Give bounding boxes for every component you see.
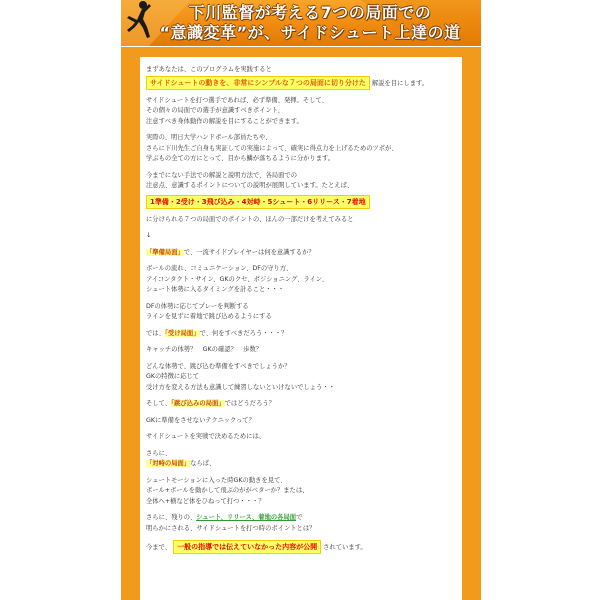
- text-line: ラインを見ずに着地で跳び込めるようにする: [146, 313, 272, 320]
- section-text: されています。: [323, 544, 367, 551]
- confront-line: [146, 459, 458, 470]
- text-line: 今までにない手法での解説と説明方法で、各局面での: [146, 171, 297, 179]
- text-line: ボールの流れ、コミュニケーション、DFの守り方、: [146, 265, 293, 272]
- section-receive: [146, 329, 458, 340]
- paragraph-6: [146, 264, 458, 296]
- article-body: [146, 65, 458, 560]
- text-line: さらに、: [146, 449, 172, 457]
- section-text: ならば、: [190, 460, 216, 467]
- highlight-phase-list: 1準備・2受け・3飛び込み・4対峙・5シュート・6リリース・7着地: [146, 195, 370, 209]
- paragraph-8: [146, 345, 458, 356]
- text-line: 注意点、意識するポイントについての説明が展開しています。たとえば、: [146, 182, 354, 189]
- text-line: 学ぶもの全ての方にとって、目から鱗が落ちるように分かります。: [146, 155, 335, 162]
- text-line: どんな体勢で、跳び込む準備をすべきでしょうか？: [146, 362, 291, 370]
- content-panel: [140, 57, 462, 600]
- section-text: で、何をすべきだろう・・・？: [199, 329, 288, 337]
- section-jump: [146, 399, 458, 410]
- content-frame: [121, 47, 481, 600]
- paragraph-10: [146, 416, 458, 427]
- section-text: では、: [146, 329, 165, 337]
- text-line: キャッチの体勢？ GKの確認？ 歩数？: [146, 346, 263, 353]
- paragraph-11: [146, 432, 458, 443]
- text-line: ボール+ボールを動かして飛ぶのががベターか？または、: [146, 487, 309, 494]
- title-line-1: 下川監督が考える7つの局面での: [188, 3, 432, 22]
- text-line: その個々の局面での選手が意識すべきポイント、: [146, 107, 284, 114]
- page-title: [143, 3, 477, 43]
- label-jump-phase: 「跳び込みの局面」: [171, 400, 225, 407]
- title-line-2: “意識変革”が、サイドシュート上達の道: [159, 23, 461, 42]
- text-line: シュートモーションに入った時GKの動きを見て、: [146, 476, 287, 484]
- paragraph-4: [146, 171, 458, 209]
- label-remaining-phases: シュート、リリース、着地の各局面: [196, 514, 297, 521]
- down-arrow-icon: ↓: [146, 232, 152, 239]
- paragraph-2: [146, 96, 458, 128]
- paragraph-3: [146, 133, 458, 165]
- text-line: 全体へ+横など体をひねって打つ・・・？: [146, 497, 265, 505]
- text-line: 注意すべき身体動作の解説を目にすることができます。: [146, 117, 303, 125]
- remaining-phases-line: [146, 513, 458, 524]
- highlight-suffix: 解説を目にします。: [371, 79, 429, 87]
- text-line: に分けられる７つの局面でのポイントの、ほんの一部だけを考えてみると: [146, 215, 354, 223]
- paragraph-13: [146, 476, 458, 508]
- text-line: GKに準備をさせないテクニックって？: [146, 416, 255, 424]
- header-banner: [121, 0, 481, 46]
- text-line: GKの特徴に応じて: [146, 373, 200, 380]
- label-confront-phase: 「対峙の局面」: [146, 460, 191, 467]
- section-text: 今まで、: [146, 544, 172, 551]
- text-line: アイコンタクト・サイン、GKのクセ、ポジショニング、ライン、: [146, 275, 328, 283]
- text-line: DFの体勢に応じてプレーを判断する: [146, 302, 249, 310]
- text-line: さらに下川先生ご自身も実証しての実施によって、確実に得点力を上げるためのツボが、: [146, 144, 398, 152]
- paragraph-16: [146, 540, 458, 554]
- intro-highlight-line: [146, 76, 458, 90]
- intro-text: まずあなたは、このプログラムを実践すると: [146, 66, 272, 73]
- highlight-unpublished-content: 一般の指導では伝えていなかった内容が公開: [173, 540, 321, 554]
- section-preparation: [146, 248, 458, 259]
- paragraph-14: [146, 513, 458, 534]
- paragraph-9: [146, 362, 458, 394]
- text-line: サイドシュートを打つ選手であれば、必ず準備、発揮。そして、: [146, 96, 328, 104]
- section-text: さらに、残りの、: [146, 514, 197, 521]
- label-preparation-phase: 「準備局面」: [146, 248, 184, 256]
- paragraph-7: [146, 302, 458, 323]
- text-line: 明らかにされる、サイドシュートを打つ時のポイントとは？: [146, 524, 316, 532]
- section-confront: [146, 449, 458, 470]
- text-line: 受け方を変える方法も意識して練習しないといけないでしょう・・: [146, 383, 335, 391]
- intro-paragraph: [146, 65, 458, 90]
- phases-highlight-line: [146, 195, 458, 209]
- text-line: 実際の、明日大学ハンドボール部員たちや、: [146, 134, 272, 141]
- paragraph-5: [146, 215, 458, 242]
- text-line: シュート体勢に入るタイミングを計ること・・・: [146, 286, 285, 293]
- text-line: サイドシュートを実戦で決めるためには、: [146, 433, 266, 440]
- label-receive-phase: 「受け局面」: [164, 329, 200, 337]
- section-text: で、一流サイドプレイヤーは何を意識するか？: [183, 248, 315, 256]
- section-text: で: [296, 514, 303, 521]
- section-text: そして、: [146, 400, 172, 407]
- section-text: ではどうだろう？: [224, 400, 275, 407]
- highlight-seven-phases: サイドシュートの動きを、非常にシンプルな７つの局面に切り分けた: [146, 76, 370, 90]
